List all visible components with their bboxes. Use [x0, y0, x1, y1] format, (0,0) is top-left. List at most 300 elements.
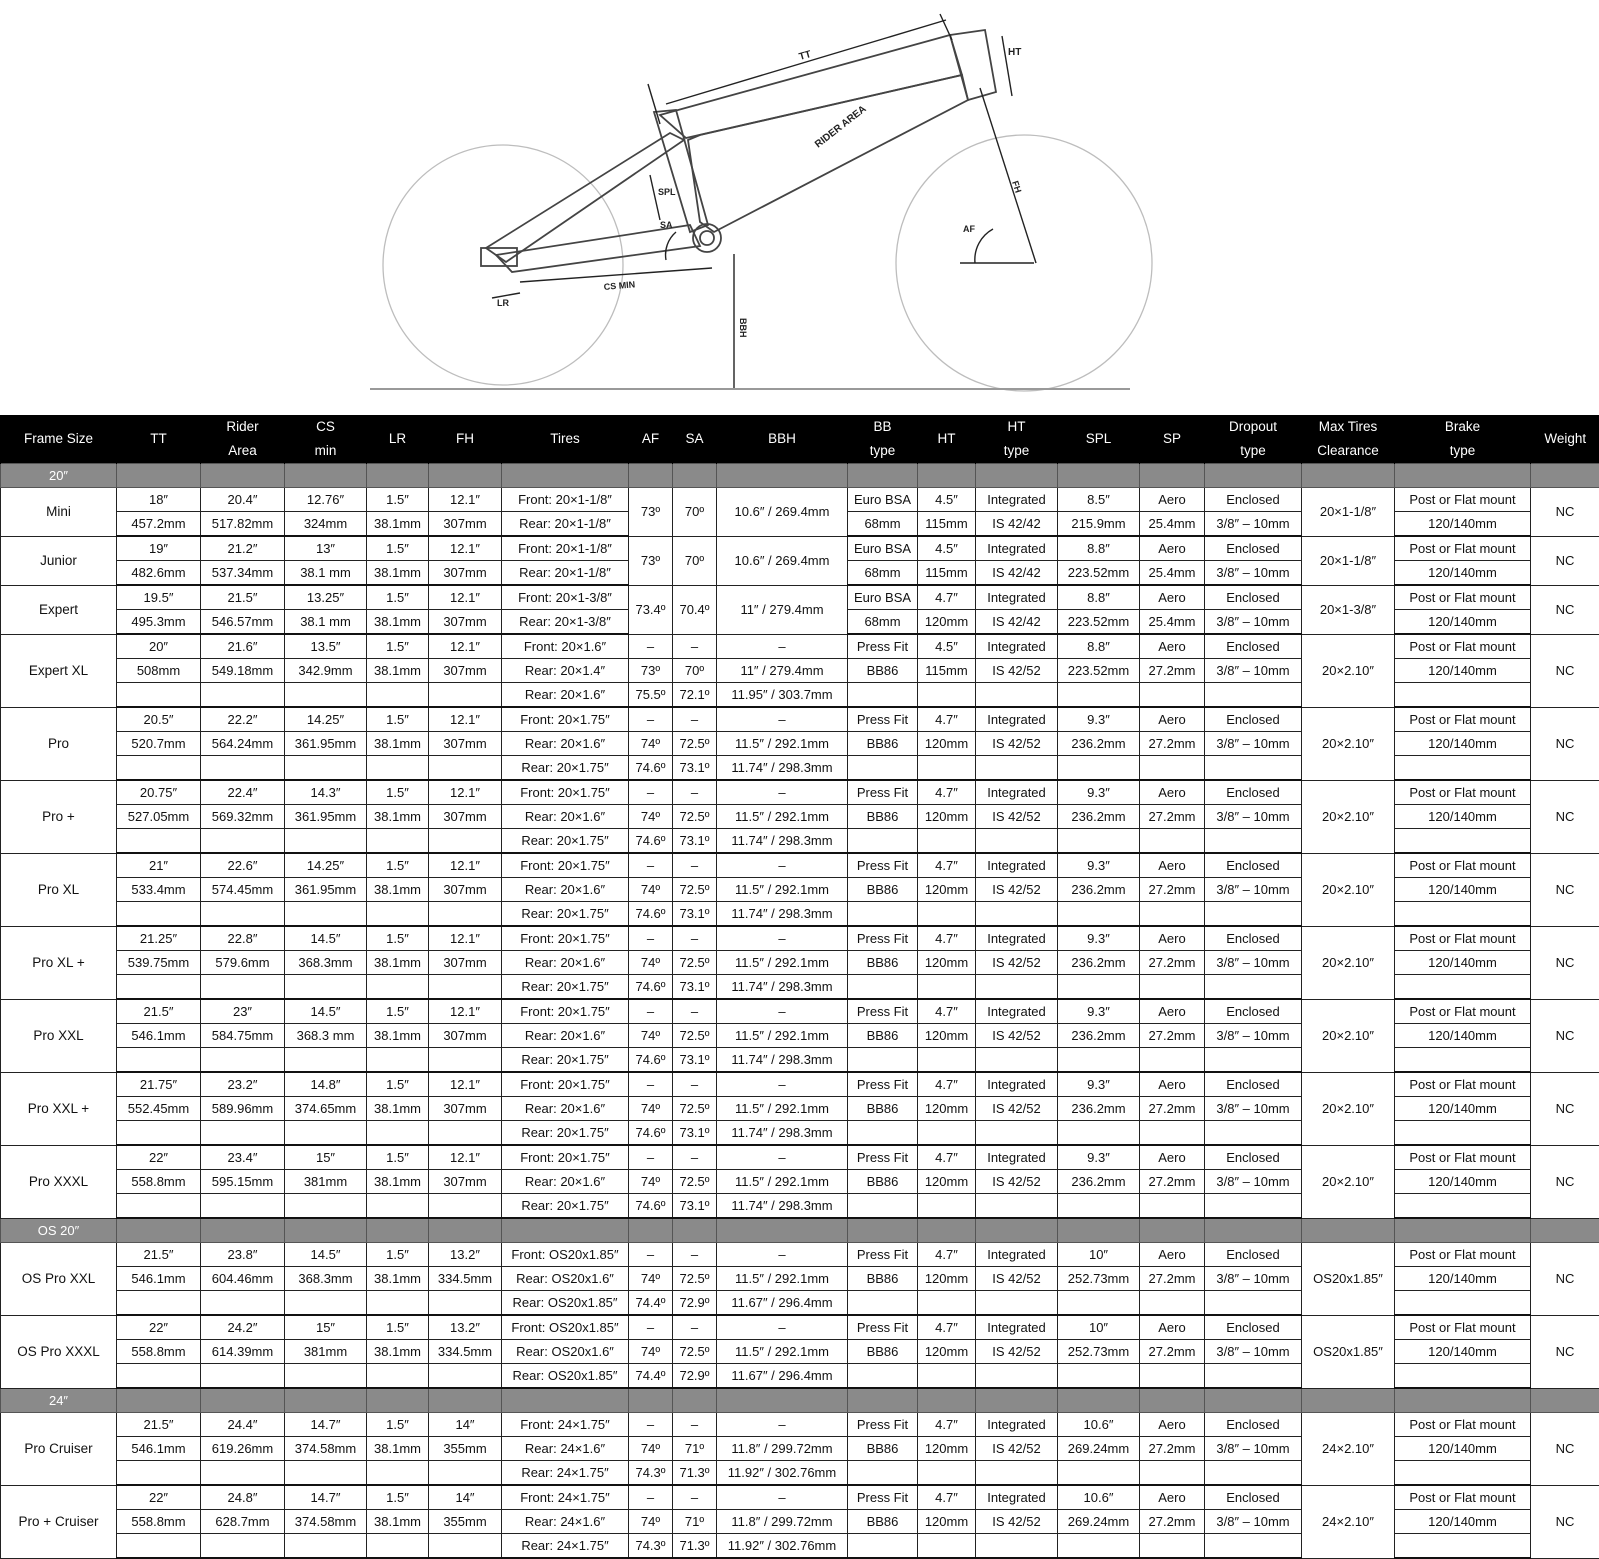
- weight-cell: NC: [1531, 853, 1599, 926]
- table-cell: 4.7″: [918, 780, 976, 805]
- table-cell: 14.7″: [285, 1485, 367, 1510]
- table-cell: 9.3″: [1058, 707, 1140, 732]
- table-cell: Press Fit: [848, 1145, 918, 1170]
- table-cell: 614.39mm: [201, 1340, 285, 1364]
- section-fill: [1058, 1218, 1140, 1243]
- table-cell: 527.05mm: [117, 805, 201, 829]
- label-tt: TT: [798, 49, 813, 63]
- column-header: Tires: [502, 415, 629, 464]
- table-cell: 74º: [629, 1024, 673, 1048]
- table-cell: Euro BSA: [848, 536, 918, 561]
- table-cell: [1058, 756, 1140, 781]
- table-cell: 120/140mm: [1395, 610, 1531, 635]
- table-cell: 269.24mm: [1058, 1510, 1140, 1534]
- table-cell: IS 42/52: [976, 1510, 1058, 1534]
- table-cell: [976, 829, 1058, 854]
- table-cell: –: [717, 634, 848, 659]
- table-cell: Rear: 20×1-3/8″: [502, 610, 629, 635]
- table-cell: 8.8″: [1058, 634, 1140, 659]
- table-cell: IS 42/52: [976, 1437, 1058, 1461]
- table-cell: 546.1mm: [117, 1024, 201, 1048]
- table-cell: 120/140mm: [1395, 878, 1531, 902]
- table-cell: Integrated: [976, 1072, 1058, 1097]
- table-cell: 619.26mm: [201, 1437, 285, 1461]
- table-cell: [918, 683, 976, 708]
- table-cell: 11.92″ / 302.76mm: [717, 1534, 848, 1559]
- table-cell: 584.75mm: [201, 1024, 285, 1048]
- table-cell: [429, 756, 502, 781]
- section-fill: [117, 1218, 201, 1243]
- table-cell: BB86: [848, 1267, 918, 1291]
- table-cell: Post or Flat mount: [1395, 926, 1531, 951]
- table-cell: Euro BSA: [848, 585, 918, 610]
- table-cell: [976, 756, 1058, 781]
- table-cell: –: [629, 634, 673, 659]
- table-cell: 558.8mm: [117, 1170, 201, 1194]
- label-fh: FH: [1010, 180, 1023, 195]
- table-cell: 22.2″: [201, 707, 285, 732]
- table-cell: 236.2mm: [1058, 1097, 1140, 1121]
- table-cell: 539.75mm: [117, 951, 201, 975]
- table-row: [1, 780, 1599, 805]
- table-cell: 120mm: [918, 732, 976, 756]
- table-cell: 579.6mm: [201, 951, 285, 975]
- table-cell: 3/8″ – 10mm: [1205, 732, 1302, 756]
- table-cell: [1395, 683, 1531, 708]
- weight-cell: NC: [1531, 536, 1599, 585]
- table-cell: 27.2mm: [1140, 1024, 1205, 1048]
- table-cell: 14″: [429, 1413, 502, 1437]
- table-cell: Post or Flat mount: [1395, 1072, 1531, 1097]
- table-cell: [367, 1534, 429, 1559]
- section-fill: [502, 1388, 629, 1413]
- table-cell: 334.5mm: [429, 1267, 502, 1291]
- frame-size-cell: Pro XXL: [1, 999, 117, 1072]
- table-cell: 120/140mm: [1395, 951, 1531, 975]
- column-header: AF: [629, 415, 673, 464]
- section-fill: [117, 464, 201, 488]
- table-cell: Rear: 20×1.75″: [502, 1194, 629, 1219]
- table-cell: [201, 1364, 285, 1389]
- section-fill: [1205, 1388, 1302, 1413]
- weight-cell: NC: [1531, 1413, 1599, 1486]
- frame-geometry-diagram: [0, 0, 1599, 412]
- table-cell: [1205, 1534, 1302, 1559]
- table-cell: 361.95mm: [285, 805, 367, 829]
- table-row: [1, 1413, 1599, 1437]
- table-cell: [976, 683, 1058, 708]
- weight-cell: NC: [1531, 707, 1599, 780]
- label-rider-area: RIDER AREA: [813, 104, 869, 151]
- table-cell: 21.75″: [117, 1072, 201, 1097]
- table-cell: [117, 829, 201, 854]
- table-cell: 558.8mm: [117, 1510, 201, 1534]
- table-cell: 368.3 mm: [285, 1024, 367, 1048]
- table-cell: IS 42/42: [976, 610, 1058, 635]
- table-cell: 71.3º: [673, 1461, 717, 1486]
- table-cell: 74º: [629, 878, 673, 902]
- table-cell: Integrated: [976, 1145, 1058, 1170]
- table-cell: Post or Flat mount: [1395, 1315, 1531, 1340]
- table-cell: 18″: [117, 488, 201, 512]
- table-cell: 252.73mm: [1058, 1340, 1140, 1364]
- table-cell: 11.5″ / 292.1mm: [717, 1170, 848, 1194]
- weight-cell: NC: [1531, 585, 1599, 634]
- table-cell: 38.1mm: [367, 1437, 429, 1461]
- table-cell: [848, 1121, 918, 1146]
- table-cell: Enclosed: [1205, 585, 1302, 610]
- table-row: [1, 488, 1599, 512]
- section-label: 24″: [1, 1388, 117, 1413]
- table-cell: Front: 20×1.6″: [502, 634, 629, 659]
- table-cell: [285, 1291, 367, 1316]
- table-cell: 334.5mm: [429, 1340, 502, 1364]
- table-cell: Aero: [1140, 585, 1205, 610]
- table-cell: –: [673, 853, 717, 878]
- table-row: [1, 926, 1599, 951]
- table-row: [1, 999, 1599, 1024]
- table-cell: 11.74″ / 298.3mm: [717, 975, 848, 1000]
- table-cell: 38.1mm: [367, 1024, 429, 1048]
- table-cell: [367, 1364, 429, 1389]
- table-cell: –: [673, 780, 717, 805]
- table-cell: [1140, 1291, 1205, 1316]
- table-cell: 72.5º: [673, 1340, 717, 1364]
- section-fill: [1302, 1218, 1395, 1243]
- table-cell: IS 42/52: [976, 1267, 1058, 1291]
- table-cell: 73.1º: [673, 756, 717, 781]
- table-cell: Front: OS20x1.85″: [502, 1315, 629, 1340]
- table-cell: [976, 1461, 1058, 1486]
- table-cell: [1058, 1461, 1140, 1486]
- table-cell: 3/8″ – 10mm: [1205, 1267, 1302, 1291]
- table-cell: –: [717, 1243, 848, 1267]
- table-cell: Front: 20×1.75″: [502, 999, 629, 1024]
- table-cell: 13.2″: [429, 1243, 502, 1267]
- table-cell: [848, 829, 918, 854]
- table-cell: 508mm: [117, 659, 201, 683]
- table-cell: 25.4mm: [1140, 610, 1205, 635]
- table-cell: 120/140mm: [1395, 1024, 1531, 1048]
- max-tires-clearance-cell: 24×2.10″: [1302, 1413, 1395, 1486]
- table-cell: 70º: [673, 488, 717, 537]
- table-cell: 27.2mm: [1140, 1170, 1205, 1194]
- table-cell: BB86: [848, 1510, 918, 1534]
- table-cell: 72.5º: [673, 951, 717, 975]
- table-cell: 546.57mm: [201, 610, 285, 635]
- table-cell: Press Fit: [848, 780, 918, 805]
- table-cell: [201, 1461, 285, 1486]
- table-cell: 38.1mm: [367, 610, 429, 635]
- table-cell: Front: 20×1.75″: [502, 780, 629, 805]
- table-cell: 10.6″: [1058, 1413, 1140, 1437]
- table-cell: 27.2mm: [1140, 1267, 1205, 1291]
- table-cell: [1205, 1048, 1302, 1073]
- table-cell: [1395, 1291, 1531, 1316]
- table-cell: 4.7″: [918, 1145, 976, 1170]
- table-cell: 38.1mm: [367, 805, 429, 829]
- section-fill: [673, 464, 717, 488]
- table-cell: IS 42/52: [976, 1097, 1058, 1121]
- table-cell: [201, 1048, 285, 1073]
- table-cell: Rear: OS20x1.85″: [502, 1291, 629, 1316]
- table-cell: 20″: [117, 634, 201, 659]
- table-cell: 74.4º: [629, 1364, 673, 1389]
- table-cell: 19″: [117, 536, 201, 561]
- table-cell: Front: 20×1-1/8″: [502, 536, 629, 561]
- table-cell: 574.45mm: [201, 878, 285, 902]
- table-cell: 12.76″: [285, 488, 367, 512]
- table-cell: [429, 683, 502, 708]
- table-cell: 236.2mm: [1058, 732, 1140, 756]
- table-row: [1, 1145, 1599, 1170]
- table-cell: 4.7″: [918, 853, 976, 878]
- table-cell: 74º: [629, 1340, 673, 1364]
- table-cell: [1140, 1194, 1205, 1219]
- table-cell: Post or Flat mount: [1395, 780, 1531, 805]
- geometry-table: [0, 415, 1599, 1559]
- table-cell: Rear: 20×1.75″: [502, 756, 629, 781]
- frame-size-cell: Mini: [1, 488, 117, 537]
- table-cell: 3/8″ – 10mm: [1205, 561, 1302, 586]
- section-fill: [629, 464, 673, 488]
- table-cell: Press Fit: [848, 1413, 918, 1437]
- section-fill: [1140, 1218, 1205, 1243]
- table-cell: [1395, 1534, 1531, 1559]
- table-cell: 73º: [629, 659, 673, 683]
- table-cell: 12.1″: [429, 1145, 502, 1170]
- table-cell: –: [629, 999, 673, 1024]
- table-cell: Enclosed: [1205, 1145, 1302, 1170]
- table-cell: 120mm: [918, 1170, 976, 1194]
- table-row: [1, 1072, 1599, 1097]
- table-cell: 73.1º: [673, 1048, 717, 1073]
- table-cell: 72.5º: [673, 878, 717, 902]
- table-cell: 15″: [285, 1145, 367, 1170]
- table-cell: [285, 756, 367, 781]
- table-cell: Press Fit: [848, 926, 918, 951]
- table-cell: [367, 902, 429, 927]
- table-cell: 13″: [285, 536, 367, 561]
- table-cell: –: [629, 1315, 673, 1340]
- table-cell: 15″: [285, 1315, 367, 1340]
- table-cell: 14.8″: [285, 1072, 367, 1097]
- table-cell: [201, 902, 285, 927]
- table-cell: IS 42/52: [976, 1170, 1058, 1194]
- table-cell: –: [673, 926, 717, 951]
- rear-wheel: [383, 145, 623, 385]
- section-fill: [629, 1388, 673, 1413]
- table-cell: 307mm: [429, 805, 502, 829]
- table-cell: [285, 683, 367, 708]
- table-cell: [429, 1364, 502, 1389]
- table-cell: 3/8″ – 10mm: [1205, 878, 1302, 902]
- table-cell: 22″: [117, 1485, 201, 1510]
- table-cell: 3/8″ – 10mm: [1205, 1510, 1302, 1534]
- section-fill: [848, 1218, 918, 1243]
- table-cell: 381mm: [285, 1340, 367, 1364]
- table-cell: 120/140mm: [1395, 1267, 1531, 1291]
- section-fill: [1531, 464, 1599, 488]
- table-cell: 11.74″ / 298.3mm: [717, 902, 848, 927]
- section-fill: [848, 1388, 918, 1413]
- section-fill: [717, 1388, 848, 1413]
- table-cell: 374.65mm: [285, 1097, 367, 1121]
- table-cell: [201, 975, 285, 1000]
- weight-cell: NC: [1531, 780, 1599, 853]
- table-cell: Press Fit: [848, 999, 918, 1024]
- table-cell: Rear: 20×1.6″: [502, 805, 629, 829]
- table-cell: [1205, 902, 1302, 927]
- table-cell: 10″: [1058, 1315, 1140, 1340]
- table-cell: 27.2mm: [1140, 1097, 1205, 1121]
- frame-size-cell: Pro XXL +: [1, 1072, 117, 1145]
- table-cell: [918, 975, 976, 1000]
- table-cell: [976, 902, 1058, 927]
- table-cell: BB86: [848, 1097, 918, 1121]
- table-cell: 14.3″: [285, 780, 367, 805]
- table-cell: Press Fit: [848, 707, 918, 732]
- table-cell: Press Fit: [848, 634, 918, 659]
- table-cell: Press Fit: [848, 1485, 918, 1510]
- table-cell: [117, 1534, 201, 1559]
- column-header: BB type: [848, 415, 918, 464]
- table-cell: 4.7″: [918, 1315, 976, 1340]
- table-cell: –: [717, 707, 848, 732]
- table-cell: 27.2mm: [1140, 1510, 1205, 1534]
- table-cell: 27.2mm: [1140, 1437, 1205, 1461]
- table-cell: 604.46mm: [201, 1267, 285, 1291]
- table-cell: [285, 1121, 367, 1146]
- table-cell: 120mm: [918, 1097, 976, 1121]
- table-cell: 8.8″: [1058, 536, 1140, 561]
- table-cell: 22.4″: [201, 780, 285, 805]
- table-cell: 120/140mm: [1395, 512, 1531, 537]
- table-cell: 120/140mm: [1395, 659, 1531, 683]
- table-cell: 38.1mm: [367, 1267, 429, 1291]
- table-cell: 374.58mm: [285, 1437, 367, 1461]
- table-cell: BB86: [848, 951, 918, 975]
- table-cell: BB86: [848, 1340, 918, 1364]
- table-cell: Rear: 20×1.6″: [502, 683, 629, 708]
- table-cell: [918, 1364, 976, 1389]
- table-cell: Press Fit: [848, 1315, 918, 1340]
- weight-cell: NC: [1531, 926, 1599, 999]
- table-cell: 546.1mm: [117, 1437, 201, 1461]
- table-cell: 12.1″: [429, 585, 502, 610]
- section-fill: [918, 1218, 976, 1243]
- table-cell: Integrated: [976, 488, 1058, 512]
- table-cell: [117, 1291, 201, 1316]
- table-cell: 9.3″: [1058, 853, 1140, 878]
- table-cell: Rear: OS20x1.6″: [502, 1340, 629, 1364]
- table-cell: 14.5″: [285, 926, 367, 951]
- table-cell: Post or Flat mount: [1395, 585, 1531, 610]
- table-cell: 74º: [629, 1097, 673, 1121]
- table-cell: [201, 1121, 285, 1146]
- column-header: BBH: [717, 415, 848, 464]
- table-cell: [429, 1121, 502, 1146]
- table-cell: 72.1º: [673, 683, 717, 708]
- table-cell: 74º: [629, 732, 673, 756]
- table-cell: [1205, 1461, 1302, 1486]
- table-cell: Press Fit: [848, 1243, 918, 1267]
- table-cell: 38.1mm: [367, 1097, 429, 1121]
- column-header: TT: [117, 415, 201, 464]
- table-cell: 71º: [673, 1437, 717, 1461]
- section-fill: [1205, 464, 1302, 488]
- table-cell: 9.3″: [1058, 1145, 1140, 1170]
- table-cell: Enclosed: [1205, 1485, 1302, 1510]
- table-cell: 68mm: [848, 512, 918, 537]
- table-cell: [1058, 1194, 1140, 1219]
- table-cell: 74º: [629, 1437, 673, 1461]
- table-cell: Integrated: [976, 585, 1058, 610]
- column-header: LR: [367, 415, 429, 464]
- table-cell: Front: 20×1-1/8″: [502, 488, 629, 512]
- section-fill: [717, 1218, 848, 1243]
- section-fill: [429, 464, 502, 488]
- table-cell: [429, 1291, 502, 1316]
- table-cell: [848, 902, 918, 927]
- table-cell: 72.5º: [673, 732, 717, 756]
- table-cell: BB86: [848, 1024, 918, 1048]
- section-fill: [429, 1388, 502, 1413]
- table-cell: Integrated: [976, 1243, 1058, 1267]
- table-cell: [1205, 829, 1302, 854]
- table-cell: [201, 756, 285, 781]
- table-cell: 21.2″: [201, 536, 285, 561]
- table-cell: [285, 1461, 367, 1486]
- table-cell: Integrated: [976, 853, 1058, 878]
- table-cell: 3/8″ – 10mm: [1205, 512, 1302, 537]
- table-cell: 589.96mm: [201, 1097, 285, 1121]
- table-cell: BB86: [848, 732, 918, 756]
- table-cell: 495.3mm: [117, 610, 201, 635]
- table-cell: 70.4º: [673, 585, 717, 634]
- table-cell: 72.5º: [673, 1024, 717, 1048]
- weight-cell: NC: [1531, 634, 1599, 707]
- table-cell: 22″: [117, 1315, 201, 1340]
- table-cell: [1205, 1121, 1302, 1146]
- table-cell: 120mm: [918, 1437, 976, 1461]
- table-cell: [1058, 975, 1140, 1000]
- table-cell: Integrated: [976, 1315, 1058, 1340]
- table-cell: 1.5″: [367, 1485, 429, 1510]
- table-cell: 4.7″: [918, 1485, 976, 1510]
- section-fill: [673, 1388, 717, 1413]
- table-cell: 236.2mm: [1058, 878, 1140, 902]
- section-label: 20″: [1, 464, 117, 488]
- table-cell: 11.5″ / 292.1mm: [717, 1024, 848, 1048]
- table-cell: [918, 1291, 976, 1316]
- table-cell: Post or Flat mount: [1395, 1243, 1531, 1267]
- table-cell: [1395, 829, 1531, 854]
- max-tires-clearance-cell: 20×1-3/8″: [1302, 585, 1395, 634]
- column-header: Rider Area: [201, 415, 285, 464]
- table-cell: 11.5″ / 292.1mm: [717, 878, 848, 902]
- table-cell: 74.4º: [629, 1291, 673, 1316]
- table-cell: 38.1 mm: [285, 610, 367, 635]
- table-cell: Aero: [1140, 1072, 1205, 1097]
- table-cell: [367, 683, 429, 708]
- table-cell: Rear: 20×1.6″: [502, 1024, 629, 1048]
- table-cell: 38.1mm: [367, 1510, 429, 1534]
- table-cell: Post or Flat mount: [1395, 1145, 1531, 1170]
- table-cell: [918, 1194, 976, 1219]
- table-cell: 4.7″: [918, 1243, 976, 1267]
- table-cell: Front: OS20x1.85″: [502, 1243, 629, 1267]
